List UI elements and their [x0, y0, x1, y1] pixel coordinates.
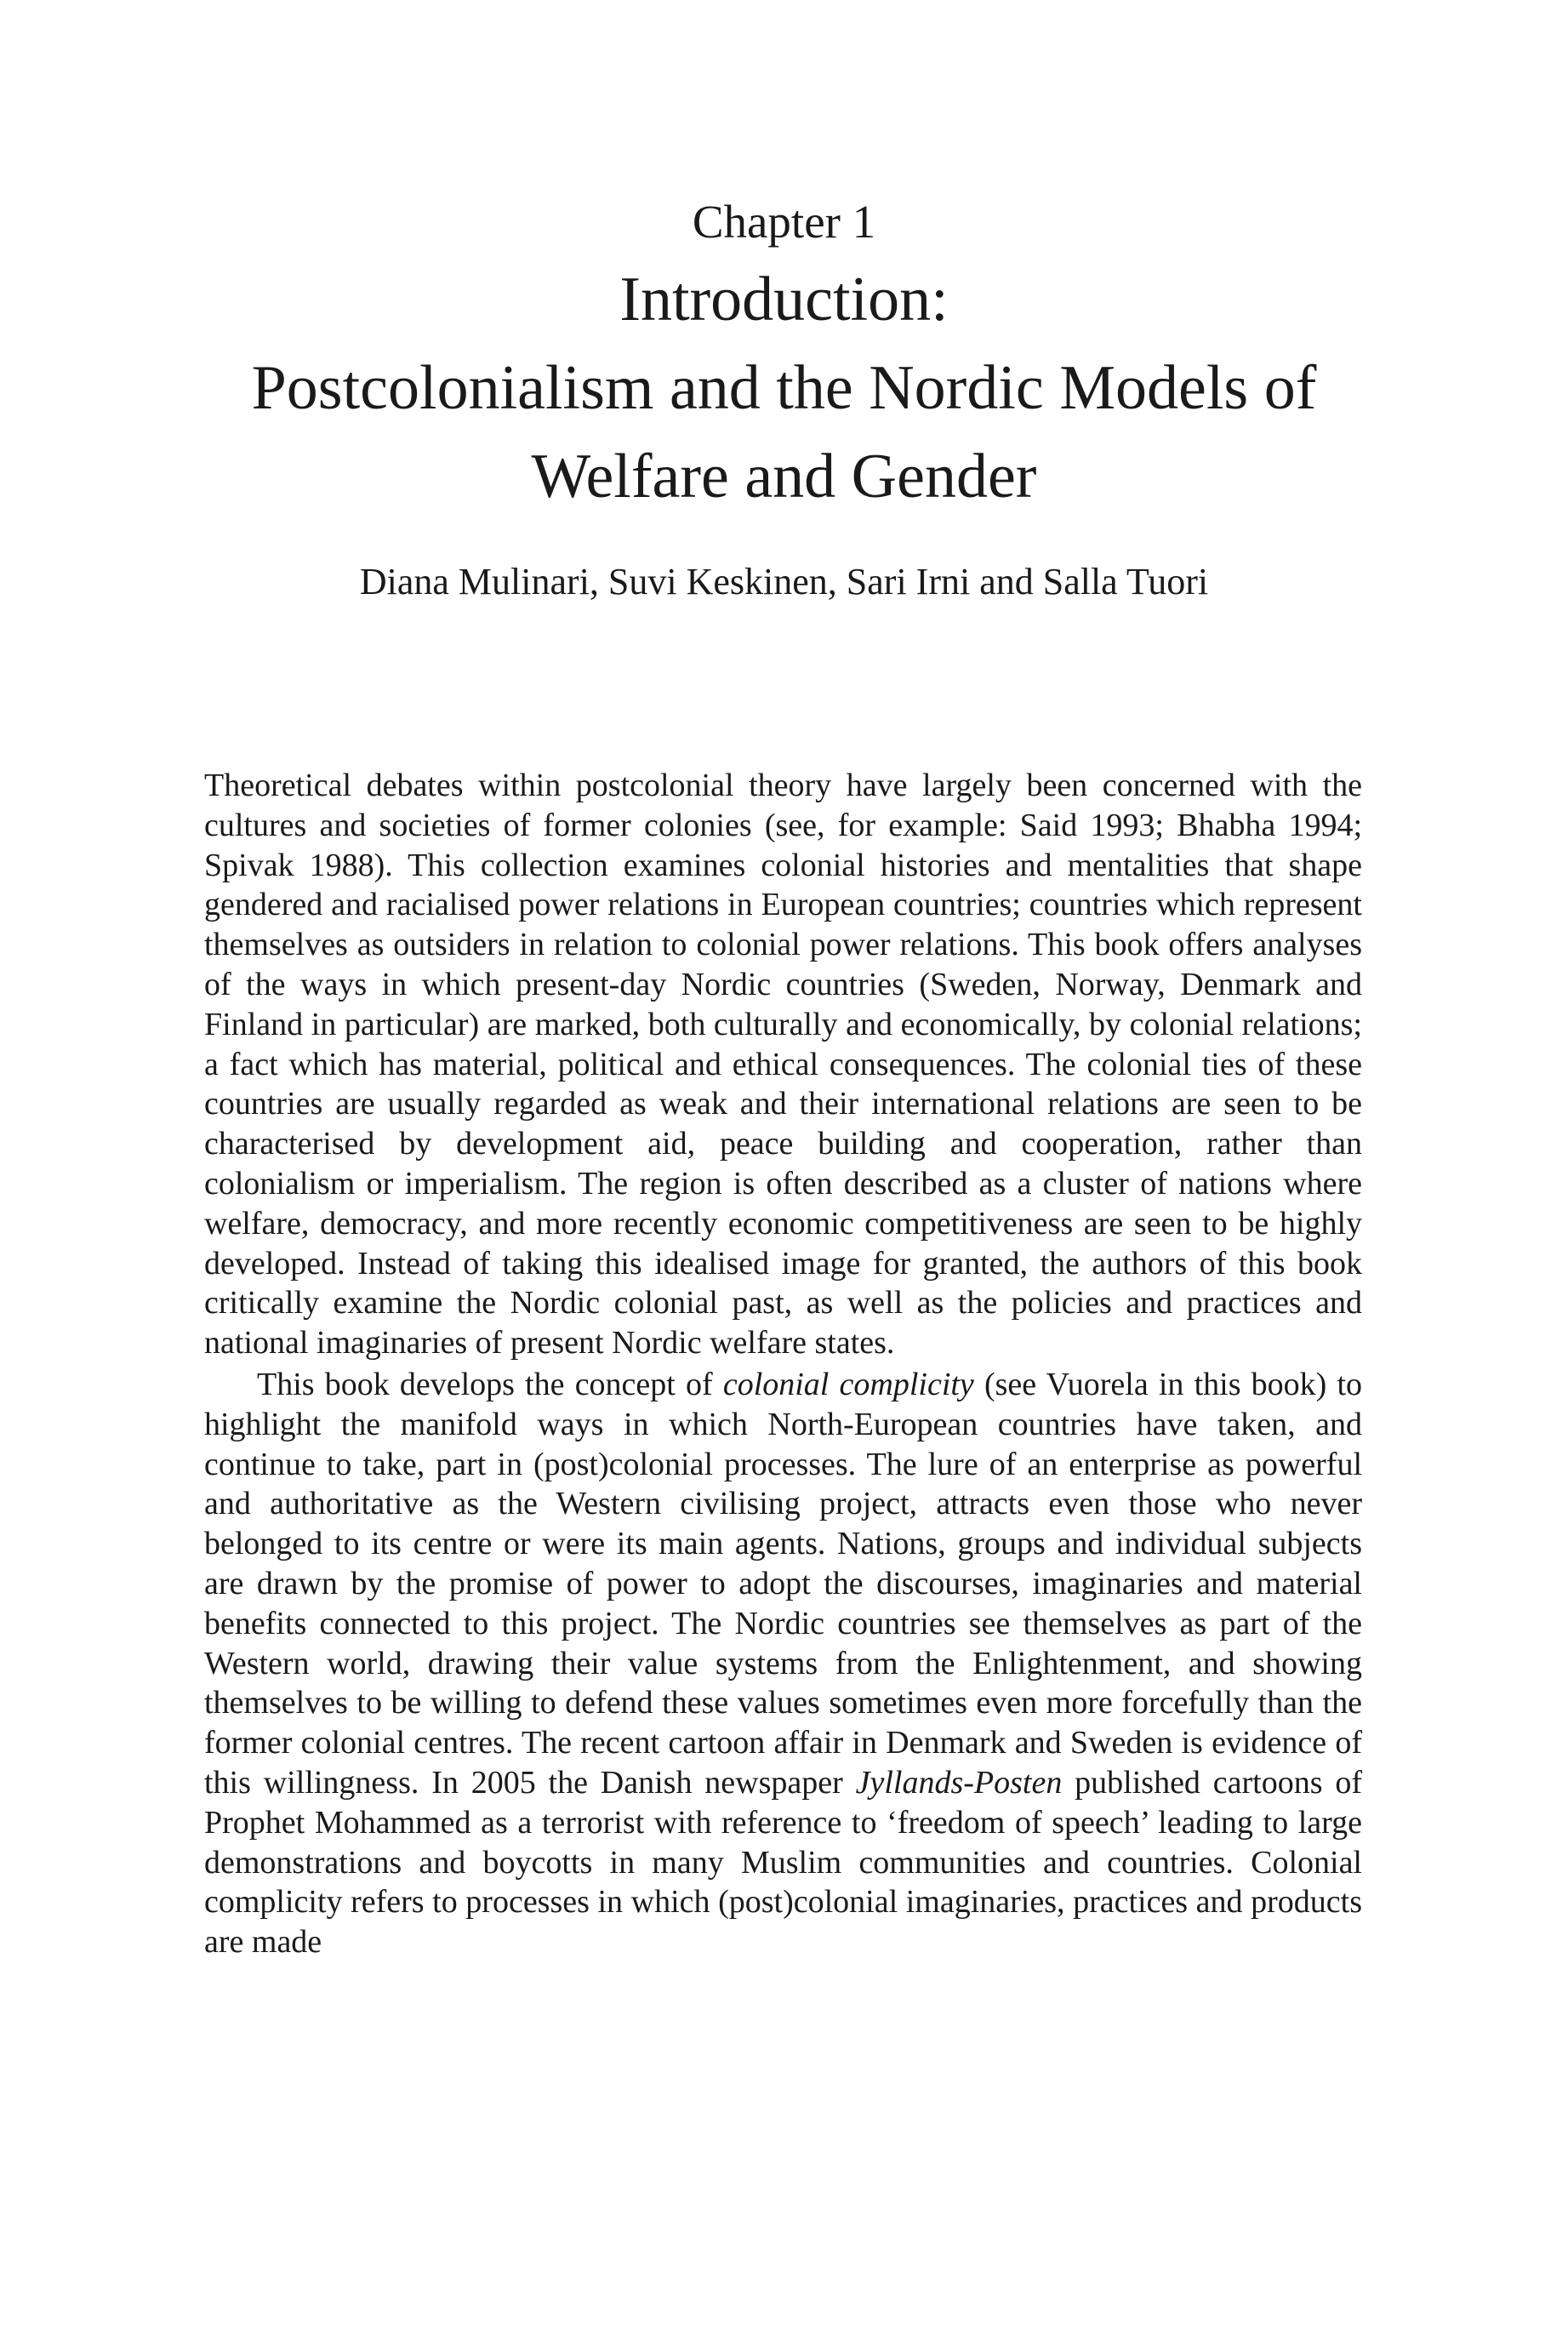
chapter-authors: Diana Mulinari, Suvi Keskinen, Sari Irni and Salla Tuori [359, 561, 1209, 602]
emphasis-newspaper-title: Jyllands-Posten [855, 1764, 1063, 1801]
paragraph-2-text: This book develops the concept of [257, 1366, 723, 1402]
paragraph-2-text: published cartoons of Prophet Mohammed as a terrorist with reference to ‘freedom of speech’ leading to large demonstrations and boycotts in many Muslim communities and countries. Colonial complicity refers to processes in which (post)colonial imaginaries, practices and products are made [204, 1764, 1363, 1961]
body-text [204, 766, 1362, 1962]
emphasis-colonial-complicity: colonial complicity [722, 1366, 974, 1402]
chapter-title-line: Welfare and Gender [531, 442, 1037, 511]
chapter-label: Chapter 1 [692, 196, 876, 248]
chapter-title [0, 255, 1568, 521]
chapter-title-line: Introduction: [619, 265, 949, 334]
paragraph-2-text: (see Vuorela in this book) to highlight the manifold ways in which North-European countries have taken, and continue to take, part in (post)colonial processes. The lure of an enterprise as powerful and authoritative as the Western civilising project, attracts even those who never belonged to its centre or were its main agents. Nations, groups and individual subjects are drawn by the promise of power to adopt the discourses, imaginaries and material benefits connected to this project. The Nordic countries see themselves as part of the Western world, drawing their value systems from the Enlightenment, and showing themselves to be willing to defend these values sometimes even more forcefully than the former colonial centres. The recent cartoon affair in Denmark and Sweden is evidence of this willingness. In 2005 the Danish newspaper [204, 1366, 1363, 1801]
chapter-title-line: Postcolonialism and the Nordic Models of [251, 353, 1317, 423]
paragraph-2 [204, 1365, 1362, 1962]
chapter-header [0, 194, 1568, 606]
paragraph-1: Theoretical debates within postcolonial theory have largely been concerned with the cultures and societies of former colonies (see, for example: Said 1993; Bhabha 1994; Spivak 1988). This collection examines colonial histories and mentalities that shape gendered and racialised power relations in European countries; countries which represent themselves as outsiders in relation to colonial power relations. This book offers analyses of the ways in which present-day Nordic countries (Sweden, Norway, Denmark and Finland in particular) are marked, both culturally and economically, by colonial relations; a fact which has material, political and ethical consequences. The colonial ties of these countries are usually regarded as weak and their international relations are seen to be characterised by development aid, peace building and cooperation, rather than colonialism or imperialism. The region is often described as a cluster of nations where welfare, democracy, and more recently economic competitiveness are seen to be highly developed. Instead of taking this idealised image for granted, the authors of this book critically examine the Nordic colonial past, as well as the policies and practices and national imaginaries of present Nordic welfare states. [204, 768, 1362, 1362]
